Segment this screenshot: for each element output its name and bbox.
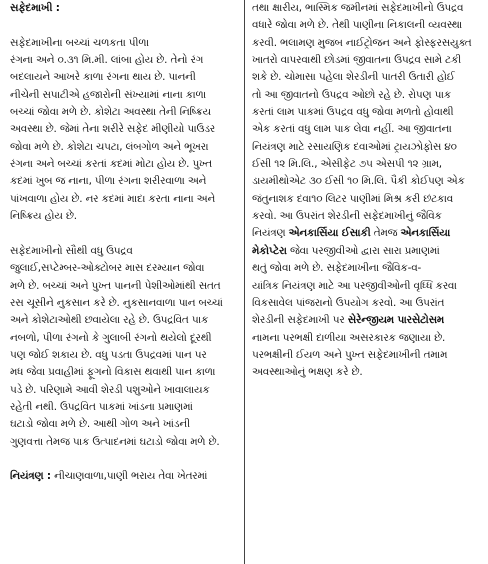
text-line: કદમાં ખુબ જ નાના, પીળા રંગના શરીરવાળા અને xyxy=(10,175,207,188)
text-line xyxy=(249,312,485,329)
text-line: ખાતરો વાપરવાથી છોડમાં જીવાતના ઉપદ્રવ સામે ટકી xyxy=(252,54,462,67)
control-line xyxy=(0,468,241,485)
text-line: નબળો, પીળા રંગનો કે ગુલાબી રંગનો થયેલો દૂરથી xyxy=(10,331,212,344)
text-line: તો આ જીવાતનો ઉપદ્રવ ઓછો રહે છે. રોપણ પાક xyxy=(252,88,451,101)
text-line: રંગના અને ૦.૩૧ મિ.મી. લાંબા હોય છે. તેનો રંગ xyxy=(10,54,204,67)
text-run: તેમજ xyxy=(370,227,401,240)
text-line: નિયંત્રણ માટે રસાયણિક દવાઓમાં ટ્રાયઝોફોસ ૪૦ xyxy=(252,140,457,153)
text-line: સફેદમાખીના બચ્ચાં ચળકતા પીળા xyxy=(10,36,149,49)
text-line: અવસ્થા છે. જેમાં તેના શરીરે સફેદ મીણીયો પાઉડર xyxy=(10,123,215,136)
text-line xyxy=(249,225,485,242)
text-run: જેવા પરજીવીઓ દ્વારા સારા પ્રમાણમાં xyxy=(286,244,440,257)
text-line: કરવી. ભલામણ મુજબ નાઈટ્રોજન અને ફોસ્ફરસયુક્ત xyxy=(252,36,472,49)
text-line: વધારે જોવા મળે છે. તેથી પાણીના નિકાલની વ્યવસ્થા xyxy=(252,19,463,32)
text-line: ઈસી ૧૨ મિ.લિ., એસીફેટ ૭૫ એસપી ૧૨ ગ્રામ, xyxy=(252,158,442,171)
text-line: પડે છે. પરિણામે આવી શેરડી પશુઓને ખાવાલાયક xyxy=(10,383,210,396)
text-line: નિષ્ક્રિય હોય છે. xyxy=(10,210,77,223)
species-name: સેરેન્જીયમ પારસેટોસમ xyxy=(347,314,445,327)
text-line: કરવો. આ ઉપરાંત શેરડીની સફેદમાખીનું જૈવિક xyxy=(252,210,442,223)
text-run: નિયંત્રણ xyxy=(252,227,289,240)
text-line: સફેદમાખીનો સૌથી વધુ ઉપદ્રવ xyxy=(10,244,133,257)
right-column xyxy=(249,0,485,564)
species-name: મેકોપ્ટેરા xyxy=(252,244,287,257)
text-line: ઘટાડો જોવા મળે છે. આથી ગોળ અને ખાંડની xyxy=(10,418,190,431)
text-line: થતું જોવા મળે છે. સફેદમાખીના જૈવિક-વ- xyxy=(252,262,422,275)
text-line: એક કરતાં વધુ લામ પાક લેવા નહીં. આ જીવાતના xyxy=(252,123,452,136)
text-line: બચ્ચાં જોવા મળે છે. કોશેટા અવસ્થા તેની નિષ્ક્રિય xyxy=(10,106,211,119)
control-label: નિયંત્રણ : xyxy=(10,470,51,483)
paragraph-control xyxy=(249,0,485,382)
text-line: પણ જોઈ શકાય છે. વધુ પડતા ઉપદ્રવમાં પાન પર xyxy=(10,348,207,361)
paragraph-description xyxy=(0,35,241,226)
section-heading: સફેદમાખી : xyxy=(10,2,60,14)
text-line: અને કોશેટાઓથી છવાયેલા રહે છે. ઉપદ્રવિત પાક xyxy=(10,314,209,327)
left-column xyxy=(0,0,241,564)
text-line: ગુણવત્તા તેમજ પાક ઉત્પાદનમાં ઘટાડો જોવા મળે છે. xyxy=(10,435,220,448)
spacer xyxy=(0,17,241,34)
text-run: શેરડીની સફેદમાખી પર xyxy=(252,314,348,327)
text-line: કરતાં લામ પાકમાં ઉપદ્રવ વધુ જોવા મળતો હોવાથી xyxy=(252,106,454,119)
text-line: રસ ચૂસીને નુકસાન કરે છે. નુકસાનવાળા પાન બચ્ચાં xyxy=(10,296,223,309)
column-divider xyxy=(244,0,245,564)
spacer xyxy=(0,225,241,242)
control-text: નીચાણવાળા,પાણી ભરાય તેવા ખેતરમાં xyxy=(50,470,208,483)
text-line: યાંત્રિક નિયંત્રણ માટે આ પરજીવીઓની વૃધ્ધિ કરવા xyxy=(252,279,457,292)
text-line: નામના પરભક્ષી દાળીયા અસરકારક જણાયા છે. xyxy=(252,331,446,344)
paragraph-damage xyxy=(0,243,241,451)
text-line: પાંખવાળા હોય છે. નર કદમાં માદા કરતા નાના અને xyxy=(10,192,216,205)
species-name: એનકાર્સિયા ઈસાકી xyxy=(288,227,371,240)
text-line: વિકસાવેલ પાંજરાનો ઉપયોગ કરવો. આ ઉપરાંત xyxy=(252,296,445,309)
text-line: નીચેની સપાટીએ હજારોની સંખ્યામાં નાના કાળા xyxy=(10,88,207,101)
text-line: મળે છે. બચ્ચાં અને પુખ્ત પાનની પેશીઓમાંથી સતત xyxy=(10,279,221,292)
text-line: પરભક્ષીની ઈયળ અને પુખ્ત સફેદમાખીની તમામ xyxy=(252,348,448,361)
text-line: જોવા મળે છે. કોશેટા ચપટા, લંબગોળ અને ભૂખરા xyxy=(10,140,209,153)
text-line xyxy=(249,243,485,260)
text-line: શકે છે. ચોમાસા પહેલા શેરડીની પાતરી ઉતારી હોઈ xyxy=(252,71,455,84)
spacer xyxy=(0,451,241,468)
species-name: એનકાર્સિયા xyxy=(400,227,451,240)
text-line: અવસ્થાઓનું ભક્ષણ કરે છે. xyxy=(252,366,363,379)
text-line: જંતુનાશક દવા૧૦ લિટર પાણીમાં મિશ્ર કરી છંટકાવ xyxy=(252,192,454,205)
text-line: જુલાઈ,સપ્ટેમ્બર-ઓક્ટોબર માસ દરમ્યાન જોવા xyxy=(10,262,205,275)
text-line: મધ જેવા પ્રવાહીમાં ફૂગનો વિકાસ થવાથી પાન કાળા xyxy=(10,366,216,379)
text-line: ડાયમીથોએટ ૩૦ ઈસી ૧૦ મિ.લિ. પૈકી કોઈપણ એક xyxy=(252,175,465,188)
text-line: રહેતી નથી. ઉપદ્રવિત પાકમાં ખાંડના પ્રમાણમાં xyxy=(10,400,193,413)
text-line: રંગના અને બચ્ચાં કરતાં કદમાં મોટા હોય છે. પુખ્ત xyxy=(10,158,212,171)
text-line: બદલાયને આખરે કાળા રંગના થાય છે. પાનની xyxy=(10,71,196,84)
text-line: તથા ક્ષારીય, ભાસ્મિક જમીનમાં સફેદમાખીનો ઉપદ્રવ xyxy=(252,2,464,14)
